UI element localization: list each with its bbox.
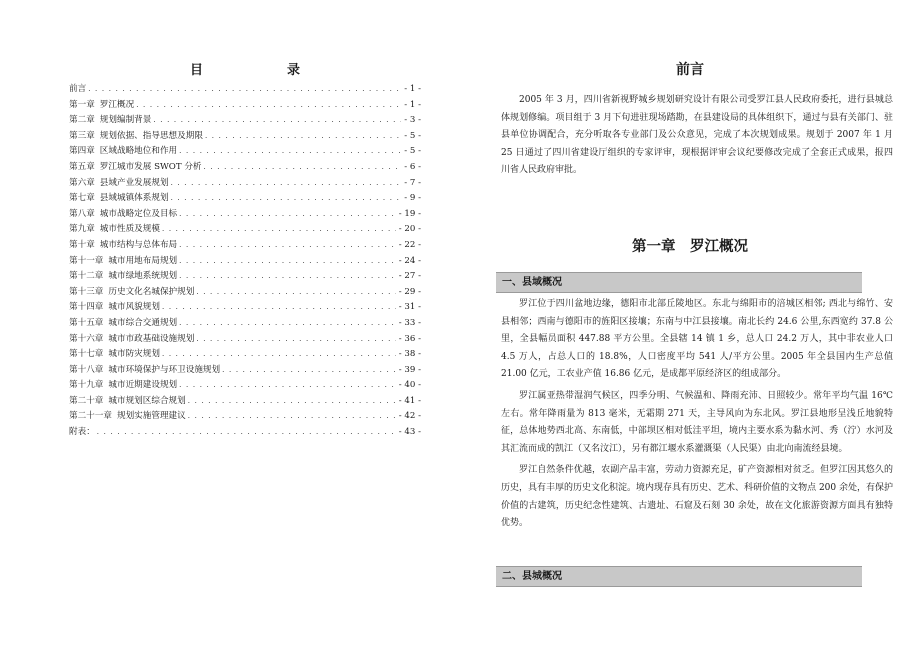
toc-leader-dots (171, 194, 402, 202)
toc-entry[interactable] (69, 160, 421, 176)
toc-leader-dots (179, 381, 396, 389)
toc-page-number: - 39 - (398, 364, 421, 375)
toc-page-number: - 7 - (404, 177, 421, 188)
toc-chapter-number: 第六章 (69, 177, 95, 188)
toc-entry-label: 城市防灾规划 (108, 349, 160, 360)
toc-page-number: - 5 - (404, 146, 421, 157)
toc-page-number: - 40 - (398, 380, 421, 391)
toc-entry[interactable] (69, 98, 421, 114)
toc-page-number: - 9 - (404, 193, 421, 204)
toc-leader-dots (179, 272, 396, 280)
toc-entry[interactable] (69, 238, 421, 254)
toc-leader-dots (153, 116, 401, 124)
toc-entry-label: 县域城镇体系规划 (99, 193, 169, 204)
toc-chapter-number: 第七章 (69, 193, 95, 204)
toc-list (69, 82, 421, 441)
toc-entry-label: 城市综合交通规划 (108, 317, 178, 328)
toc-leader-dots (179, 319, 396, 327)
toc-page-number: - 20 - (398, 224, 421, 235)
toc-entry-label: 规划依据、指导思想及期限 (99, 130, 203, 141)
toc-page-number: - 19 - (398, 208, 421, 219)
preface-body (501, 92, 893, 184)
toc-page-number: - 29 - (398, 286, 421, 297)
section-heading: 一、县域概况 (496, 272, 862, 293)
toc-entry[interactable] (69, 269, 421, 285)
toc-leader-dots (179, 257, 396, 265)
toc-chapter-number: 第二十章 (69, 395, 104, 406)
preface-paragraph: 2005 年 3 月，四川省新视野城乡规划研究设计有限公司受罗江县人民政府委托，进行县城总体规划修编。项目组于 3 月下旬进驻现场踏勘，在县建设局的具体组织下，通过与县有关部门、驻县单位协调配合，充分听取各专业部门及公众意见，完成了本次规划成果。规划于 2007 年 1 月 25 日通过了四川省建设厅组织的专家评审，现根据评审会议纪要修改完成了全套正式成果，报四川省人民政府审批。 (501, 95, 893, 176)
toc-leader-dots (162, 350, 396, 358)
toc-page-number: - 27 - (398, 271, 421, 282)
toc-leader-dots (88, 85, 401, 93)
toc-entry[interactable] (69, 191, 421, 207)
toc-entry[interactable] (69, 363, 421, 379)
toc-chapter-number: 第十九章 (69, 380, 104, 391)
toc-entry[interactable] (69, 207, 421, 223)
toc-leader-dots (222, 366, 396, 374)
toc-entry[interactable] (69, 316, 421, 332)
toc-chapter-number: 第九章 (69, 224, 95, 235)
body-paragraph: 罗江属亚热带湿润气候区，四季分明、气候温和、降雨充沛、日照较少。常年平均气温 16℃左右。常年降雨量为 813 毫米，无霜期 271 天，主导风向为东北风。罗江县地形呈浅丘地貌特征，总体地势西北高、东南低，中部坝区相对低洼平坦，境内主要水系为黏水河、秀（泞）水河及其汇流而成的凯江（又名汶江），另有都江堰水系灌溉渠（人民渠）由北向南流经县境。 (501, 390, 893, 454)
chapter-title: 第一章 罗江概况 (632, 239, 748, 255)
preface-title: 前言 (676, 62, 704, 78)
toc-page-number: - 43 - (398, 427, 421, 438)
toc-entry-label: 附表： (69, 427, 95, 438)
toc-entry-label: 城市绿地系统规划 (108, 271, 178, 282)
toc-title (190, 59, 300, 78)
toc-page-number: - 38 - (398, 349, 421, 360)
body-paragraph: 罗江位于四川盆地边缘，德阳市北部丘陵地区。东北与绵阳市的涪城区相邻; 西北与绵竹、安县相邻；西南与德阳市的旌阳区接壤；东南与中江县接壤。南北长约 24.6 公里,东西宽约 37.8 公里，全县幅员面积 447.88 平方公里。全县辖 14 镇 1 乡，总人口 24.2 万人，其中非农业人口 4.5 万人，占总人口的 18.8%，人口密度平均 541 人/平方公里。2005 年全县国内生产总值 21.00 亿元，工农业产值 16.86 亿元，是成都平原经济区的组成部分。 (501, 299, 893, 380)
toc-chapter-number: 第十八章 (69, 364, 104, 375)
toc-chapter-number: 第十一章 (69, 255, 104, 266)
toc-entry[interactable] (69, 347, 421, 363)
toc-entry[interactable] (69, 176, 421, 192)
toc-title-char: 目 (190, 63, 204, 78)
toc-chapter-number: 第二十一章 (69, 411, 112, 422)
toc-page-number: - 42 - (398, 411, 421, 422)
toc-page-number: - 24 - (398, 255, 421, 266)
toc-leader-dots (171, 179, 402, 187)
toc-entry-label: 罗江概况 (99, 99, 135, 110)
toc-entry[interactable] (69, 425, 421, 441)
toc-chapter-number: 第十四章 (69, 302, 104, 313)
toc-leader-dots (188, 412, 396, 420)
toc-page-number: - 22 - (398, 239, 421, 250)
toc-chapter-number: 第十五章 (69, 317, 104, 328)
toc-entry-label: 城市规划区综合规划 (108, 395, 186, 406)
toc-chapter-number: 第四章 (69, 146, 95, 157)
toc-leader-dots (188, 397, 396, 405)
toc-entry-label: 罗江城市发展 SWOT 分析 (99, 161, 202, 172)
toc-entry-label: 城市市政基础设施规划 (108, 333, 195, 344)
toc-entry-label: 城市性质及规模 (99, 224, 160, 235)
toc-leader-dots (179, 147, 401, 155)
toc-chapter-number: 第十七章 (69, 349, 104, 360)
toc-leader-dots (205, 132, 401, 140)
toc-leader-dots (97, 428, 396, 436)
toc-leader-dots (196, 288, 395, 296)
toc-chapter-number: 第十二章 (69, 271, 104, 282)
toc-chapter-number: 第八章 (69, 208, 95, 219)
toc-leader-dots (179, 210, 396, 218)
content-page (460, 0, 920, 651)
toc-entry-label: 城市近期建设规划 (108, 380, 178, 391)
toc-page-number: - 3 - (404, 115, 421, 126)
toc-page-number: - 36 - (398, 333, 421, 344)
toc-chapter-number: 第十三章 (69, 286, 104, 297)
toc-entry-label: 规划实施管理建议 (116, 411, 186, 422)
toc-entry-label: 前言 (69, 84, 87, 94)
body-paragraph: 罗江自然条件优越，农副产品丰富，劳动力资源充足，矿产资源相对贫乏。但罗江因其悠久的历史，具有丰厚的历史文化积淀。境内现存具有历史、艺术、科研价值的文物点 200 余处，有保护价值的古建筑，历史纪念性建筑、古遗址、石窟及石刻 30 余处，故在文化旅游资源方面具有独特优势。 (501, 465, 893, 529)
toc-entry[interactable] (69, 129, 421, 145)
toc-page-number: - 1 - (404, 99, 421, 110)
toc-entry[interactable] (69, 113, 421, 129)
toc-page-number: - 5 - (404, 130, 421, 141)
toc-chapter-number: 第三章 (69, 130, 95, 141)
toc-title-char: 录 (286, 63, 300, 78)
toc-chapter-number: 第二章 (69, 115, 95, 126)
toc-entry-label: 城市环境保护与环卫设施规划 (108, 364, 221, 375)
toc-entry[interactable] (69, 254, 421, 270)
toc-entry-label: 城市战略定位及目标 (99, 208, 178, 219)
toc-chapter-number: 第一章 (69, 99, 95, 110)
toc-entry[interactable] (69, 378, 421, 394)
toc-entry-label: 城市风貌规划 (108, 302, 160, 313)
toc-leader-dots (162, 303, 396, 311)
toc-entry-label: 区域战略地位和作用 (99, 146, 178, 157)
toc-entry-label: 县域产业发展规划 (99, 177, 169, 188)
toc-entry-label: 城市结构与总体布局 (99, 239, 178, 250)
toc-leader-dots (162, 225, 396, 233)
toc-entry[interactable] (69, 222, 421, 238)
toc-page-number: - 6 - (404, 161, 421, 172)
toc-page-number: - 1 - (404, 84, 421, 94)
toc-entry[interactable] (69, 285, 421, 301)
section-body (501, 296, 893, 537)
toc-entry[interactable] (69, 409, 421, 425)
toc-entry[interactable] (69, 394, 421, 410)
toc-chapter-number: 第十章 (69, 239, 95, 250)
toc-page-number: - 41 - (398, 395, 421, 406)
toc-entry[interactable] (69, 144, 421, 160)
toc-page-number: - 33 - (398, 317, 421, 328)
toc-entry-label: 历史文化名城保护规划 (108, 286, 195, 297)
toc-leader-dots (196, 335, 395, 343)
toc-chapter-number: 第十六章 (69, 333, 104, 344)
toc-entry[interactable] (69, 332, 421, 348)
toc-chapter-number: 第五章 (69, 161, 95, 172)
toc-leader-dots (179, 241, 396, 249)
toc-entry-label: 城市用地布局规划 (108, 255, 178, 266)
toc-leader-dots (204, 163, 402, 171)
toc-page-number: - 31 - (398, 302, 421, 313)
toc-entry[interactable] (69, 82, 421, 98)
toc-leader-dots (136, 101, 401, 109)
section-heading: 二、县城概况 (496, 566, 862, 587)
toc-entry-label: 规划编制背景 (99, 115, 152, 126)
toc-entry[interactable] (69, 300, 421, 316)
